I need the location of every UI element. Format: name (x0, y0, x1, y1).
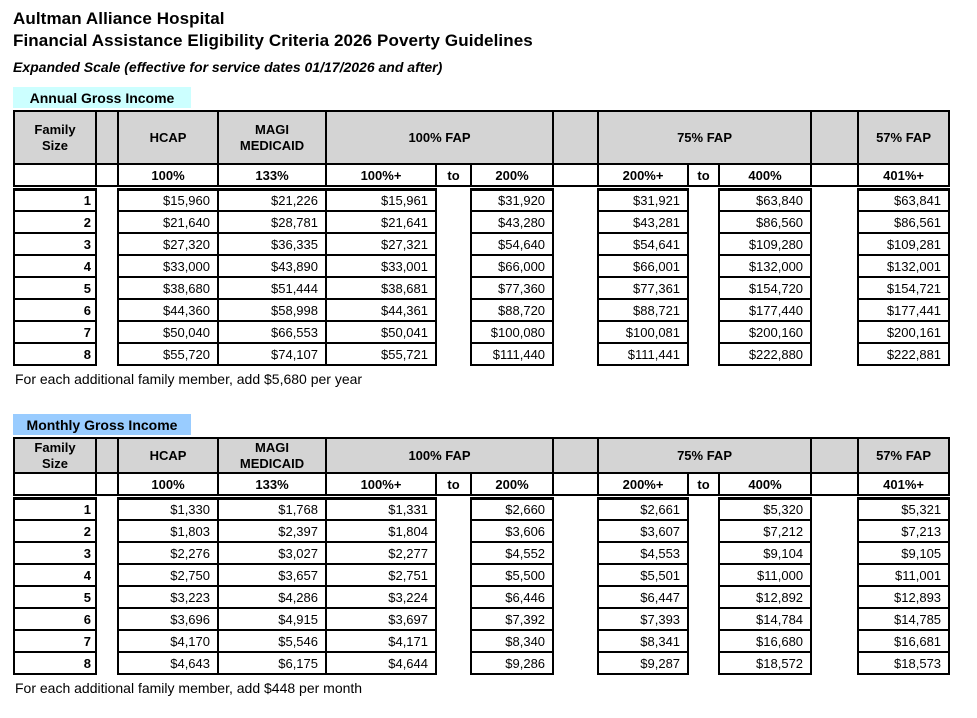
magi-medicaid-cell: $2,397 (218, 520, 326, 542)
family-size-cell: 7 (14, 630, 96, 652)
spacer-cell (811, 586, 858, 608)
to-label: to (436, 473, 471, 495)
family-size-header (14, 111, 96, 164)
fap57-cell: $177,441 (858, 299, 949, 321)
fap100-high-cell: $4,552 (471, 542, 553, 564)
spacer-cell (553, 343, 598, 365)
fap75-high-cell: $109,280 (719, 233, 811, 255)
fap100-low-cell: $4,171 (326, 630, 436, 652)
hcap-cell: $1,803 (118, 520, 218, 542)
magi-medicaid-cell: $4,286 (218, 586, 326, 608)
hcap-percent: 100% (118, 164, 218, 186)
spacer-cell (688, 233, 719, 255)
fap75-low-cell: $2,661 (598, 498, 688, 520)
fap57-cell: $109,281 (858, 233, 949, 255)
hcap-cell: $33,000 (118, 255, 218, 277)
spacer-cell (811, 343, 858, 365)
family-size-cell: 7 (14, 321, 96, 343)
spacer-cell (96, 586, 118, 608)
fap100-low-cell: $27,321 (326, 233, 436, 255)
spacer-cell (688, 520, 719, 542)
fap75-header: 75% FAP (598, 438, 811, 473)
fap100-high-cell: $9,286 (471, 652, 553, 674)
fap57-cell: $132,001 (858, 255, 949, 277)
magi-medicaid-header (218, 111, 326, 164)
family-size-cell: 2 (14, 520, 96, 542)
fap75-low-cell: $8,341 (598, 630, 688, 652)
fap57-cell: $154,721 (858, 277, 949, 299)
spacer-cell (96, 652, 118, 674)
fap100-low-cell: $1,331 (326, 498, 436, 520)
fap75-low-cell: $66,001 (598, 255, 688, 277)
magi-header-line2: MEDICAID (239, 455, 305, 471)
spacer-cell (96, 299, 118, 321)
spacer-cell (688, 321, 719, 343)
spacer-cell (96, 343, 118, 365)
spacer-cell (436, 630, 471, 652)
annual-table-row (14, 321, 949, 343)
spacer-cell (811, 630, 858, 652)
fap100-low-cell: $21,641 (326, 211, 436, 233)
percent-empty-cell (14, 473, 96, 495)
spacer-cell (553, 520, 598, 542)
header-spacer-cell (811, 111, 858, 164)
hcap-cell: $1,330 (118, 498, 218, 520)
fap57-header: 57% FAP (858, 438, 949, 473)
spacer-cell (553, 630, 598, 652)
monthly-table-row (14, 542, 949, 564)
spacer-cell (436, 299, 471, 321)
spacer-cell (436, 564, 471, 586)
fap100-low-percent: 100%+ (326, 164, 436, 186)
annual-table-row (14, 233, 949, 255)
hcap-cell: $44,360 (118, 299, 218, 321)
family-size-cell: 4 (14, 564, 96, 586)
hcap-header: HCAP (118, 438, 218, 473)
fap75-high-cell: $132,000 (719, 255, 811, 277)
fap100-high-cell: $111,440 (471, 343, 553, 365)
fap100-high-cell: $7,392 (471, 608, 553, 630)
spacer-cell (688, 586, 719, 608)
annual-header-row (14, 111, 949, 164)
fap100-high-cell: $31,920 (471, 189, 553, 211)
annual-section-label: Annual Gross Income (13, 87, 191, 108)
annual-table-row (14, 299, 949, 321)
fap75-high-cell: $63,840 (719, 189, 811, 211)
magi-medicaid-cell: $28,781 (218, 211, 326, 233)
spacer-cell (436, 189, 471, 211)
spacer-cell (96, 498, 118, 520)
spacer-cell (688, 564, 719, 586)
percent-empty-cell (811, 164, 858, 186)
spacer-cell (811, 255, 858, 277)
fap75-low-cell: $31,921 (598, 189, 688, 211)
fap75-low-cell: $7,393 (598, 608, 688, 630)
hcap-cell: $4,643 (118, 652, 218, 674)
monthly-section-label: Monthly Gross Income (13, 414, 191, 435)
fap100-high-cell: $100,080 (471, 321, 553, 343)
spacer-cell (96, 608, 118, 630)
hcap-cell: $2,750 (118, 564, 218, 586)
percent-empty-cell (553, 164, 598, 186)
spacer-cell (553, 586, 598, 608)
fap75-low-percent: 200%+ (598, 473, 688, 495)
monthly-table-row (14, 564, 949, 586)
spacer-cell (96, 277, 118, 299)
spacer-cell (688, 630, 719, 652)
fap57-cell: $11,001 (858, 564, 949, 586)
hcap-cell: $3,696 (118, 608, 218, 630)
spacer-cell (688, 652, 719, 674)
fap75-low-cell: $43,281 (598, 211, 688, 233)
spacer-cell (96, 211, 118, 233)
spacer-cell (688, 498, 719, 520)
spacer-cell (96, 520, 118, 542)
family-size-cell: 5 (14, 277, 96, 299)
magi-medicaid-cell: $21,226 (218, 189, 326, 211)
hcap-header: HCAP (118, 111, 218, 164)
fap75-high-percent: 400% (719, 473, 811, 495)
spacer-cell (688, 343, 719, 365)
magi-medicaid-cell: $5,546 (218, 630, 326, 652)
family-size-header-line2: Size (41, 137, 68, 153)
header-spacer-cell (96, 438, 118, 473)
fap75-high-cell: $7,212 (719, 520, 811, 542)
family-size-cell: 6 (14, 608, 96, 630)
magi-medicaid-cell: $3,657 (218, 564, 326, 586)
spacer-cell (811, 498, 858, 520)
spacer-cell (436, 652, 471, 674)
family-size-header-line2: Size (41, 455, 68, 471)
to-label: to (688, 164, 719, 186)
fap75-low-cell: $77,361 (598, 277, 688, 299)
percent-empty-cell (553, 473, 598, 495)
hcap-cell: $21,640 (118, 211, 218, 233)
fap100-low-cell: $50,041 (326, 321, 436, 343)
annual-table-row (14, 255, 949, 277)
spacer-cell (553, 564, 598, 586)
family-size-cell: 3 (14, 542, 96, 564)
fap100-low-cell: $3,697 (326, 608, 436, 630)
fap57-cell: $7,213 (858, 520, 949, 542)
fap100-high-cell: $66,000 (471, 255, 553, 277)
fap57-cell: $18,573 (858, 652, 949, 674)
fap100-high-cell: $43,280 (471, 211, 553, 233)
family-size-cell: 8 (14, 343, 96, 365)
spacer-cell (553, 211, 598, 233)
fap75-low-percent: 200%+ (598, 164, 688, 186)
fap100-low-cell: $15,961 (326, 189, 436, 211)
fap75-high-percent: 400% (719, 164, 811, 186)
spacer-cell (811, 321, 858, 343)
magi-header-line1: MAGI (255, 122, 289, 138)
annual-table-row (14, 189, 949, 211)
fap75-high-cell: $9,104 (719, 542, 811, 564)
spacer-cell (811, 520, 858, 542)
fap100-high-percent: 200% (471, 164, 553, 186)
spacer-cell (436, 211, 471, 233)
fap100-high-cell: $77,360 (471, 277, 553, 299)
hcap-cell: $55,720 (118, 343, 218, 365)
spacer-cell (553, 277, 598, 299)
fap100-low-cell: $55,721 (326, 343, 436, 365)
percent-empty-cell (14, 164, 96, 186)
spacer-cell (688, 277, 719, 299)
magi-percent: 133% (218, 473, 326, 495)
page-subtitle: Expanded Scale (effective for service dates 01/17/2026 and after) (13, 58, 443, 75)
annual-footnote: For each additional family member, add $5,680 per year (15, 371, 363, 388)
spacer-cell (436, 498, 471, 520)
spacer-cell (436, 542, 471, 564)
family-size-header (14, 438, 96, 473)
monthly-table-row (14, 586, 949, 608)
spacer-cell (96, 189, 118, 211)
family-size-cell: 1 (14, 498, 96, 520)
magi-header-line1: MAGI (255, 439, 289, 455)
hcap-cell: $50,040 (118, 321, 218, 343)
fap100-header: 100% FAP (326, 438, 553, 473)
spacer-cell (436, 520, 471, 542)
magi-medicaid-cell: $51,444 (218, 277, 326, 299)
header-spacer-cell (811, 438, 858, 473)
fap75-high-cell: $86,560 (719, 211, 811, 233)
fap100-header: 100% FAP (326, 111, 553, 164)
header-spacer-cell (553, 438, 598, 473)
hcap-cell: $4,170 (118, 630, 218, 652)
spacer-cell (553, 255, 598, 277)
spacer-cell (436, 608, 471, 630)
fap57-header: 57% FAP (858, 111, 949, 164)
fap57-cell: $14,785 (858, 608, 949, 630)
monthly-table-row (14, 608, 949, 630)
monthly-table-row (14, 520, 949, 542)
fap100-low-cell: $4,644 (326, 652, 436, 674)
fap100-high-cell: $6,446 (471, 586, 553, 608)
hcap-cell: $15,960 (118, 189, 218, 211)
fap100-high-cell: $5,500 (471, 564, 553, 586)
family-size-cell: 5 (14, 586, 96, 608)
annual-table-row (14, 211, 949, 233)
spacer-cell (811, 652, 858, 674)
monthly-income-table (13, 437, 950, 675)
fap57-cell: $16,681 (858, 630, 949, 652)
magi-medicaid-header (218, 438, 326, 473)
fap100-high-cell: $2,660 (471, 498, 553, 520)
spacer-cell (811, 189, 858, 211)
fap57-cell: $12,893 (858, 586, 949, 608)
spacer-cell (553, 608, 598, 630)
spacer-cell (811, 211, 858, 233)
fap57-cell: $200,161 (858, 321, 949, 343)
spacer-cell (436, 255, 471, 277)
monthly-footnote: For each additional family member, add $448 per month (15, 680, 363, 697)
percent-empty-cell (811, 473, 858, 495)
fap75-high-cell: $5,320 (719, 498, 811, 520)
family-size-cell: 8 (14, 652, 96, 674)
family-size-cell: 6 (14, 299, 96, 321)
fap75-high-cell: $200,160 (719, 321, 811, 343)
percent-empty-cell (96, 164, 118, 186)
magi-percent: 133% (218, 164, 326, 186)
monthly-header-row (14, 438, 949, 473)
fap75-high-cell: $14,784 (719, 608, 811, 630)
fap75-header: 75% FAP (598, 111, 811, 164)
spacer-cell (688, 542, 719, 564)
fap100-low-cell: $3,224 (326, 586, 436, 608)
spacer-cell (811, 299, 858, 321)
spacer-cell (553, 542, 598, 564)
monthly-table-row (14, 652, 949, 674)
spacer-cell (96, 542, 118, 564)
hcap-percent: 100% (118, 473, 218, 495)
fap57-cell: $222,881 (858, 343, 949, 365)
to-label: to (436, 164, 471, 186)
page-title-line2: Financial Assistance Eligibility Criteria 2026 Poverty Guidelines (13, 31, 533, 51)
fap100-low-cell: $2,751 (326, 564, 436, 586)
spacer-cell (688, 299, 719, 321)
header-spacer-cell (96, 111, 118, 164)
hcap-cell: $2,276 (118, 542, 218, 564)
spacer-cell (436, 343, 471, 365)
fap75-high-cell: $177,440 (719, 299, 811, 321)
spacer-cell (96, 321, 118, 343)
annual-table-row (14, 343, 949, 365)
fap75-low-cell: $88,721 (598, 299, 688, 321)
fap75-low-cell: $100,081 (598, 321, 688, 343)
spacer-cell (553, 498, 598, 520)
spacer-cell (553, 233, 598, 255)
spacer-cell (811, 564, 858, 586)
magi-medicaid-cell: $66,553 (218, 321, 326, 343)
page-title-line1: Aultman Alliance Hospital (13, 9, 225, 28)
spacer-cell (553, 189, 598, 211)
family-size-cell: 3 (14, 233, 96, 255)
fap75-low-cell: $5,501 (598, 564, 688, 586)
monthly-table-row (14, 498, 949, 520)
magi-medicaid-cell: $4,915 (218, 608, 326, 630)
fap57-cell: $5,321 (858, 498, 949, 520)
spacer-cell (96, 630, 118, 652)
monthly-table-row (14, 630, 949, 652)
fap100-high-cell: $88,720 (471, 299, 553, 321)
magi-medicaid-cell: $3,027 (218, 542, 326, 564)
fap100-low-cell: $44,361 (326, 299, 436, 321)
family-size-header-line1: Family (34, 439, 76, 455)
magi-header-line2: MEDICAID (239, 137, 305, 153)
fap75-low-cell: $9,287 (598, 652, 688, 674)
annual-table-row (14, 277, 949, 299)
hcap-cell: $38,680 (118, 277, 218, 299)
spacer-cell (688, 608, 719, 630)
spacer-cell (811, 277, 858, 299)
fap75-high-cell: $18,572 (719, 652, 811, 674)
spacer-cell (811, 608, 858, 630)
fap100-high-cell: $3,606 (471, 520, 553, 542)
annual-income-table (13, 110, 950, 366)
fap100-high-cell: $8,340 (471, 630, 553, 652)
fap75-low-cell: $6,447 (598, 586, 688, 608)
spacer-cell (811, 233, 858, 255)
spacer-cell (553, 299, 598, 321)
fap75-low-cell: $54,641 (598, 233, 688, 255)
spacer-cell (553, 652, 598, 674)
spacer-cell (96, 233, 118, 255)
spacer-cell (811, 542, 858, 564)
spacer-cell (553, 321, 598, 343)
fap75-high-cell: $222,880 (719, 343, 811, 365)
spacer-cell (436, 586, 471, 608)
spacer-cell (688, 255, 719, 277)
spacer-cell (688, 189, 719, 211)
magi-medicaid-cell: $74,107 (218, 343, 326, 365)
spacer-cell (436, 233, 471, 255)
fap75-low-cell: $4,553 (598, 542, 688, 564)
spacer-cell (688, 211, 719, 233)
fap75-high-cell: $16,680 (719, 630, 811, 652)
fap100-low-cell: $2,277 (326, 542, 436, 564)
fap57-cell: $86,561 (858, 211, 949, 233)
magi-medicaid-cell: $6,175 (218, 652, 326, 674)
fap100-low-cell: $38,681 (326, 277, 436, 299)
fap57-cell: $63,841 (858, 189, 949, 211)
header-spacer-cell (553, 111, 598, 164)
spacer-cell (96, 255, 118, 277)
hcap-cell: $27,320 (118, 233, 218, 255)
spacer-cell (436, 321, 471, 343)
percent-empty-cell (96, 473, 118, 495)
magi-medicaid-cell: $58,998 (218, 299, 326, 321)
spacer-cell (96, 564, 118, 586)
magi-medicaid-cell: $43,890 (218, 255, 326, 277)
fap75-high-cell: $11,000 (719, 564, 811, 586)
family-size-cell: 4 (14, 255, 96, 277)
annual-percent-row (14, 164, 949, 186)
fap75-low-cell: $3,607 (598, 520, 688, 542)
fap57-percent: 401%+ (858, 164, 949, 186)
hcap-cell: $3,223 (118, 586, 218, 608)
fap100-low-cell: $33,001 (326, 255, 436, 277)
fap75-high-cell: $12,892 (719, 586, 811, 608)
family-size-header-line1: Family (34, 122, 76, 138)
monthly-percent-row (14, 473, 949, 495)
fap75-high-cell: $154,720 (719, 277, 811, 299)
fap75-low-cell: $111,441 (598, 343, 688, 365)
spacer-cell (436, 277, 471, 299)
family-size-cell: 1 (14, 189, 96, 211)
fap57-cell: $9,105 (858, 542, 949, 564)
fap100-low-cell: $1,804 (326, 520, 436, 542)
fap100-high-cell: $54,640 (471, 233, 553, 255)
magi-medicaid-cell: $36,335 (218, 233, 326, 255)
fap100-high-percent: 200% (471, 473, 553, 495)
family-size-cell: 2 (14, 211, 96, 233)
to-label: to (688, 473, 719, 495)
magi-medicaid-cell: $1,768 (218, 498, 326, 520)
fap100-low-percent: 100%+ (326, 473, 436, 495)
fap57-percent: 401%+ (858, 473, 949, 495)
